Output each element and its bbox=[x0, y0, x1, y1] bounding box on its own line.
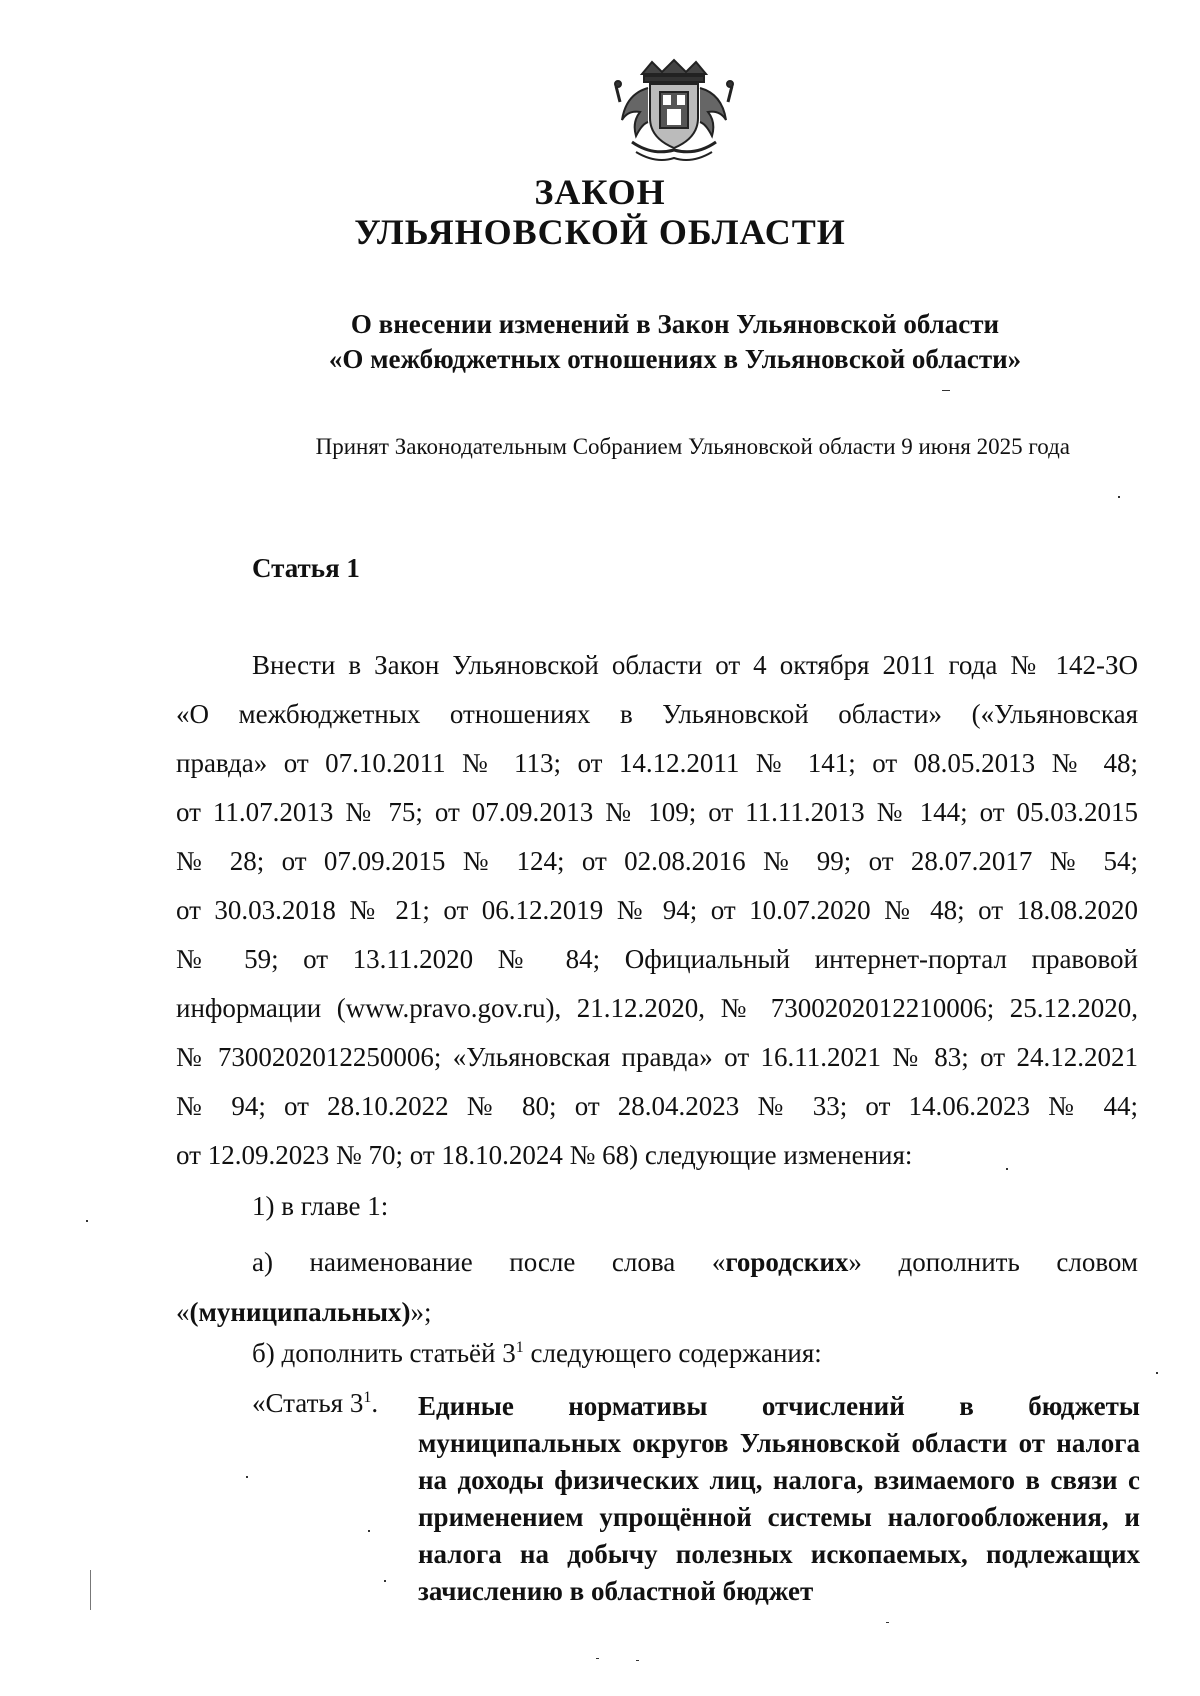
item-a-marker: а) bbox=[252, 1247, 273, 1277]
law-title: ЗАКОН bbox=[534, 172, 666, 212]
coat-of-arms-icon bbox=[612, 58, 736, 166]
body-line: № 59; от 13.11.2020 № 84; Официальный интернет-портал правовой bbox=[176, 944, 1138, 974]
item-a-word: дополнить bbox=[898, 1247, 1020, 1277]
item-a-line2: «(муниципальных)»; bbox=[176, 1297, 432, 1327]
list-item-a bbox=[176, 1237, 1138, 1337]
list-item-1: 1) в главе 1: bbox=[252, 1191, 389, 1221]
adoption-note: Принят Законодательным Собранием Ульяновской области 9 июня 2025 года bbox=[315, 434, 1070, 459]
body-line: от 30.03.2018 № 21; от 06.12.2019 № 94; от 10.07.2020 № 48; от 18.08.2020 bbox=[176, 895, 1138, 925]
body-line: Внести в Закон Ульяновской области от 4 октября 2011 года № 142-ЗО bbox=[252, 650, 1138, 680]
body-line: № 7300202012250006; «Ульяновская правда» от 16.11.2021 № 83; от 24.12.2021 bbox=[176, 1042, 1138, 1072]
item-a-word: наименование bbox=[309, 1247, 473, 1277]
article-3-1-title: Единые нормативы отчислений в бюджеты муниципальных округов Ульяновской области от налога на доходы физических лиц, налога, взимаемого в связи с применением упрощённой системы налогообложения, и налога на добычу полезных ископаемых, подлежащих зачислению в областной бюджет bbox=[418, 1391, 1140, 1606]
article-3-1-label: «Статья $3^1$. bbox=[252, 1388, 379, 1418]
body-line: от 11.07.2013 № 75; от 07.09.2013 № 109; от 11.11.2013 № 144; от 05.03.2015 bbox=[176, 797, 1138, 827]
body-line: правда» от 07.10.2011 № 113; от 14.12.2011 № 141; от 08.05.2013 № 48; bbox=[176, 748, 1138, 778]
law-subject-line: О внесении изменений в Закон Ульяновской области bbox=[350, 309, 1000, 339]
item-a-word: после bbox=[509, 1247, 576, 1277]
body-line: № 94; от 28.10.2022 № 80; от 28.04.2023 № 33; от 14.06.2023 № 44; bbox=[176, 1091, 1138, 1121]
law-region-title: УЛЬЯНОВСКОЙ ОБЛАСТИ bbox=[354, 212, 846, 252]
article-1-heading: Статья 1 bbox=[252, 553, 360, 583]
item-a-word: словом bbox=[1056, 1247, 1138, 1277]
list-item-b: б) дополнить статьёй $3^1$ следующего содержания: bbox=[252, 1338, 822, 1368]
body-line: № 28; от 07.09.2015 № 124; от 02.08.2016 № 99; от 28.07.2017 № 54; bbox=[176, 846, 1138, 876]
body-line: информации (www.pravo.gov.ru), 21.12.2020, № 7300202012210006; 25.12.2020, bbox=[176, 993, 1138, 1023]
item-a-quoted-word: «городских» bbox=[711, 1247, 862, 1277]
body-line: от 12.09.2023 № 70; от 18.10.2024 № 68) следующие изменения: bbox=[176, 1140, 913, 1170]
item-a-word: слова bbox=[611, 1247, 676, 1277]
body-line: «О межбюджетных отношениях в Ульяновской области» («Ульяновская bbox=[176, 699, 1138, 729]
law-subject-line: «О межбюджетных отношениях в Ульяновской области» bbox=[328, 344, 1022, 374]
